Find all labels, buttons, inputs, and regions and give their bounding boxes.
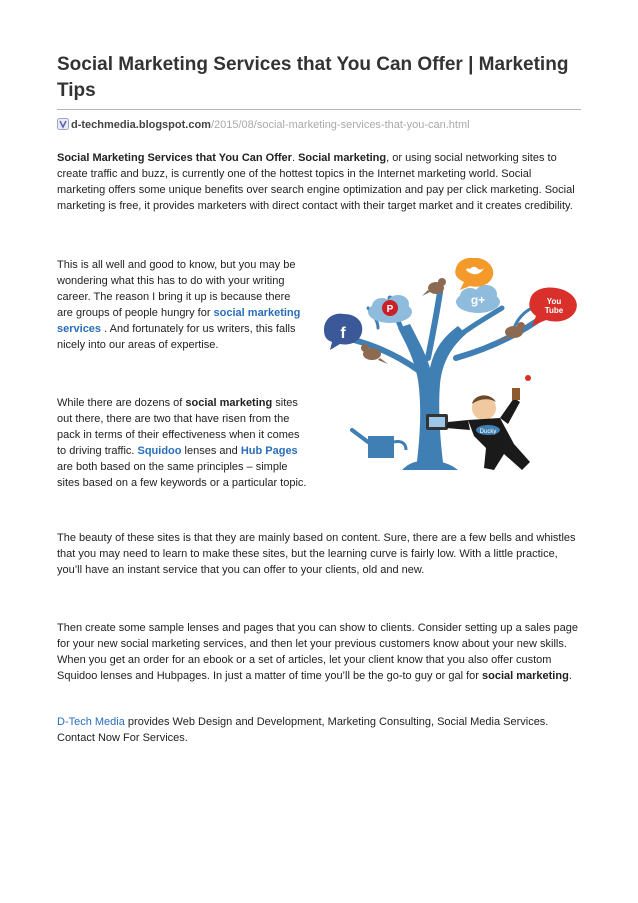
social-media-tree-illustration bbox=[318, 258, 580, 476]
facebook-icon: f bbox=[340, 325, 346, 342]
facebook-bubble bbox=[324, 314, 362, 350]
paragraph-writing-career bbox=[57, 257, 303, 353]
bold-phrase: Social Marketing Services that You Can Offer bbox=[57, 152, 292, 164]
tablet-icon bbox=[426, 414, 448, 430]
illustration-shape bbox=[446, 420, 470, 430]
illustration-shape bbox=[422, 290, 430, 296]
cloud-gplus bbox=[456, 285, 500, 313]
youtube-icon: You bbox=[546, 297, 562, 306]
text-run: . bbox=[568, 670, 572, 682]
illustration-shape bbox=[394, 441, 406, 450]
text-run: are both based on the same principles – simple sites based on a few keywords or a particular topic. bbox=[57, 461, 307, 489]
paragraph-intro bbox=[57, 150, 581, 214]
pinterest-glyph: P bbox=[386, 304, 394, 315]
illustration-shape bbox=[468, 418, 530, 470]
text-run: The beauty of these sites is that they are mainly based on content. Sure, there are a few bells and whistles that you may need to learn to make these sites, but the learning curve is fairly low. With a little practice, you’ll have an instant service that you can offer to your clients, old and new. bbox=[57, 532, 576, 576]
source-path[interactable]: /2015/08/social-marketing-services-that-you-can.html bbox=[210, 119, 470, 131]
tree-branch-right bbox=[456, 316, 544, 358]
bold-phrase: social marketing bbox=[481, 670, 569, 682]
illustration-shape bbox=[517, 322, 525, 330]
title-divider bbox=[57, 109, 581, 110]
paragraph-sample-lenses bbox=[57, 620, 581, 684]
gplus-icon: g+ bbox=[470, 293, 486, 307]
illustration-shape bbox=[368, 436, 394, 458]
youtube-icon-label: Tube bbox=[544, 306, 564, 315]
badge-label: Ducky bbox=[479, 429, 497, 435]
d-tech-media-link[interactable]: D-Tech Media bbox=[57, 716, 125, 728]
text-run: . bbox=[291, 152, 299, 164]
hub-pages-link[interactable]: Hub Pages bbox=[240, 445, 298, 457]
illustration-shape bbox=[352, 430, 368, 442]
article-title: Social Marketing Services that You Can Offer | Marketing Tips bbox=[57, 54, 569, 101]
illustration-shape bbox=[500, 398, 520, 424]
watering-can-icon bbox=[352, 430, 406, 458]
social-marketing-services-link[interactable]: social marketing services bbox=[57, 307, 301, 335]
tree-roots bbox=[402, 461, 458, 470]
text-run: provides Web Design and Development, Marketing Consulting, Social Media Services. Contact Now For Services. bbox=[57, 716, 549, 744]
text-run: sites out there, there are two that have risen from the pack in terms of their effectiveness when it comes to driving traffic. bbox=[57, 397, 300, 457]
bold-phrase: Social marketing bbox=[298, 152, 387, 164]
text-run: . And fortunately for us writers, this falls nicely into our areas of expertise. bbox=[57, 323, 296, 351]
text-run: lenses and bbox=[181, 445, 241, 457]
squidoo-link[interactable]: Squidoo bbox=[137, 445, 182, 457]
apple-icon bbox=[525, 375, 531, 381]
youtube-bubble bbox=[529, 288, 577, 327]
paragraph-sites bbox=[57, 395, 307, 491]
illustration-shape bbox=[438, 278, 446, 286]
source-line bbox=[57, 118, 470, 132]
text-run: Then create some sample lenses and pages that you can show to clients. Consider setting up a sales page for your new social marketing services, and then let your previous customers know about your new skills. When you get an order for an ebook or a set of articles, let your client know that you also offer custom Squidoo lenses and Hubpages. In just a matter of time you’ll be the go-to guy or gal for bbox=[57, 622, 578, 682]
tree-branch-right-mid bbox=[448, 308, 502, 344]
site-favicon-icon bbox=[57, 118, 69, 130]
text-run: , or using social networking sites to create traffic and buzz, is currently one of the hottest topics in the Internet marketing world. Social marketing offers some unique benefits over search engine optimization and pay per click marketing. Social marketing is free, it provides marketers with direct contact with their target market and it creates credibility. bbox=[57, 152, 575, 212]
text-run: This is all well and good to know, but you may be wondering what this has to do with your writing career. The reason I bring it up is because there are groups of people hungry for bbox=[57, 259, 296, 319]
cloud-pinterest bbox=[368, 295, 412, 323]
bold-phrase: social marketing bbox=[185, 397, 273, 409]
book-icon bbox=[512, 388, 520, 400]
paragraph-beauty bbox=[57, 530, 581, 578]
illustration-shape bbox=[361, 344, 369, 352]
illustration-shape bbox=[378, 358, 388, 364]
paragraph-contact bbox=[57, 714, 581, 746]
illustration-shape bbox=[429, 417, 445, 427]
text-run: While there are dozens of bbox=[57, 397, 186, 409]
businessman-figure bbox=[446, 388, 530, 470]
source-domain-link[interactable]: d-techmedia.blogspot.com bbox=[71, 119, 211, 131]
